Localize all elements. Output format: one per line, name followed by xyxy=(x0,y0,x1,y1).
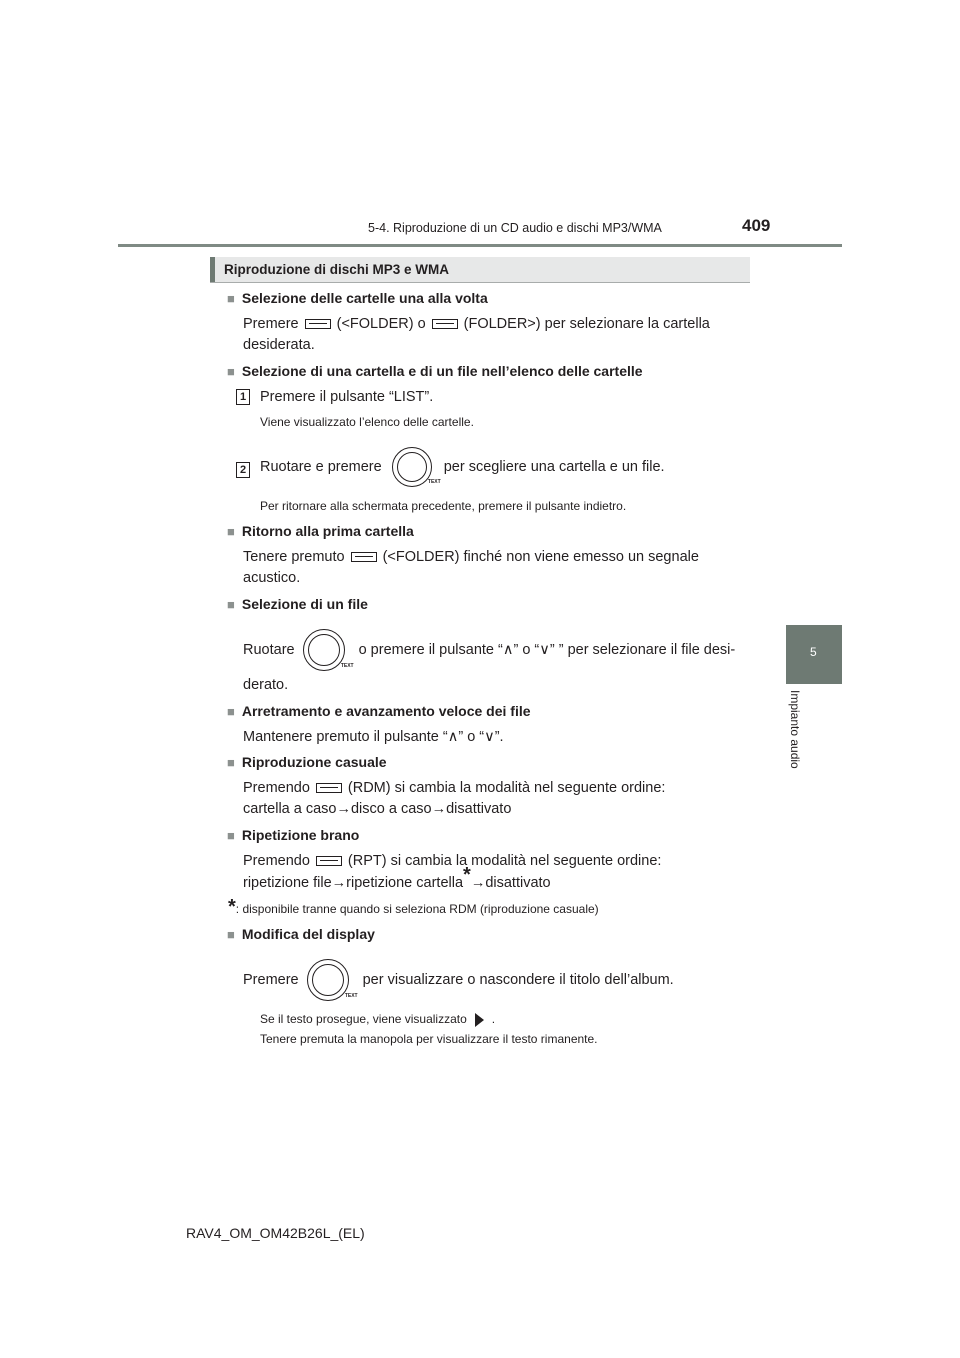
heading-list-select: ■ Selezione di una cartella e di un file nell’elenco delle cartelle xyxy=(228,363,643,379)
display-note-1 xyxy=(260,1012,495,1027)
header-rule xyxy=(118,244,842,247)
text: per visualizzare o nascondere il titolo dell’album. xyxy=(362,971,674,988)
footer-doc-code: RAV4_OM_OM42B26L_(EL) xyxy=(186,1225,365,1241)
step-1-note: Viene visualizzato l’elenco delle cartelle. xyxy=(260,415,474,429)
footnote-star: * xyxy=(228,896,236,918)
text: o premere il pulsante “∧” o “∨” ” per selezionare il file desi- xyxy=(358,641,736,658)
tune-knob-icon xyxy=(307,959,358,1001)
text: (RPT) si cambia la modalità nel seguente ordine: xyxy=(347,853,662,869)
heading-repeat: ■ Ripetizione brano xyxy=(228,827,359,843)
heading-display: ■ Modifica del display xyxy=(228,926,375,942)
heading-file-select: ■ Selezione di un file xyxy=(228,596,368,612)
text: Premere xyxy=(243,316,299,332)
text: (<FOLDER) finché non viene emesso un segnale xyxy=(382,549,699,565)
text: ripetizione file→ripetizione cartella xyxy=(243,875,464,891)
step-1-text: Premere il pulsante “LIST”. xyxy=(260,389,434,405)
text: (RDM) si cambia la modalità nel seguente ordine: xyxy=(347,780,666,796)
chapter-label xyxy=(788,690,804,780)
step-number-1: 1 xyxy=(236,389,250,405)
page-number: 409 xyxy=(742,216,771,235)
section-title-bar xyxy=(210,257,750,283)
text: Tenere premuto xyxy=(243,549,345,565)
knob-label: TEXT xyxy=(340,663,354,669)
step-2-note: Per ritornare alla schermata precedente, premere il pulsante indietro. xyxy=(260,499,627,513)
heading-random: ■ Riproduzione casuale xyxy=(228,754,387,770)
chapter-tab xyxy=(786,625,842,684)
paragraph-repeat-cont xyxy=(243,864,551,894)
heading-folder-select: ■ Selezione delle cartelle una alla volta xyxy=(228,290,488,306)
text: Premendo xyxy=(243,780,310,796)
text: →disattivato xyxy=(470,875,551,891)
paragraph-repeat xyxy=(243,851,661,872)
knob-label: TEXT xyxy=(344,993,358,999)
footnote-marker: * xyxy=(463,864,471,887)
paragraph-folder-select-cont: desiderata. xyxy=(243,337,315,353)
folder-down-button-icon xyxy=(305,319,331,329)
step-number-2: 2 xyxy=(236,462,250,478)
text: (<FOLDER) o xyxy=(336,316,426,332)
text: : disponibile tranne quando si seleziona RDM (riproduzione casuale) xyxy=(235,902,599,916)
heading-first-folder: ■ Ritorno alla prima cartella xyxy=(228,523,414,539)
paragraph-file-select-cont: derato. xyxy=(243,677,289,693)
footnote xyxy=(228,896,599,918)
knob-label: TEXT xyxy=(427,479,441,485)
text: (FOLDER>) per selezionare la cartella xyxy=(463,316,710,332)
header-section-title: 5-4. Riproduzione di un CD audio e dischi MP3/WMA xyxy=(368,221,662,235)
chapter-number: 5 xyxy=(810,645,817,659)
chapter-label-text: Impianto audio xyxy=(788,690,802,769)
text: Premere xyxy=(243,971,299,988)
section-accent xyxy=(210,257,215,282)
tune-knob-icon xyxy=(303,629,354,671)
text: Premendo xyxy=(243,853,310,869)
display-note-2: Tenere premuta la manopola per visualizzare il testo rimanente. xyxy=(260,1032,598,1046)
paragraph-random xyxy=(243,778,665,799)
text: Ruotare xyxy=(243,641,295,658)
paragraph-fast-forward: Mantenere premuto il pulsante “∧” o “∨”. xyxy=(243,729,504,745)
step-2-text xyxy=(260,446,665,488)
section-title: Riproduzione di dischi MP3 e WMA xyxy=(224,262,450,277)
text: per scegliere una cartella e un file. xyxy=(443,458,665,475)
rdm-button-icon xyxy=(316,783,342,793)
folder-down-button-icon xyxy=(351,552,377,562)
paragraph-first-folder xyxy=(243,547,745,568)
paragraph-folder-select xyxy=(243,314,745,335)
text: . xyxy=(491,1012,496,1026)
folder-up-button-icon xyxy=(432,319,458,329)
paragraph-file-select xyxy=(243,628,748,672)
rpt-button-icon xyxy=(316,856,342,866)
paragraph-display xyxy=(243,958,748,1002)
paragraph-random-cont: cartella a caso→disco a caso→disattivato xyxy=(243,801,512,817)
continue-arrow-icon xyxy=(475,1013,484,1027)
heading-fast-forward: ■ Arretramento e avanzamento veloce dei file xyxy=(228,703,531,719)
paragraph-first-folder-cont: acustico. xyxy=(243,570,301,586)
text: Se il testo prosegue, viene visualizzato xyxy=(260,1012,467,1026)
text: Ruotare e premere xyxy=(260,458,382,475)
tune-knob-icon xyxy=(392,447,441,487)
